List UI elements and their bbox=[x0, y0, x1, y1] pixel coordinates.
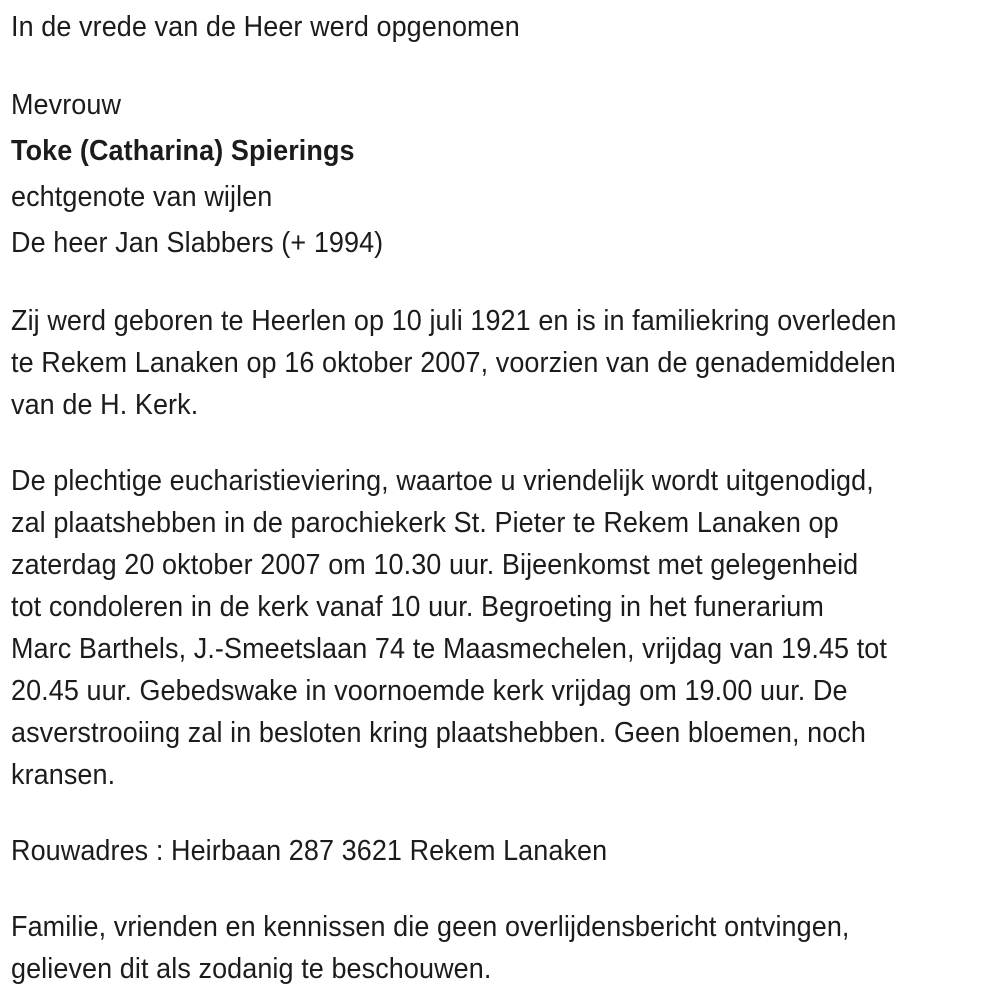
relation-line: echtgenote van wijlen bbox=[11, 181, 273, 213]
service-paragraph bbox=[11, 460, 1000, 796]
service-line: kransen. bbox=[11, 759, 116, 791]
life-line: van de H. Kerk. bbox=[11, 389, 199, 421]
service-line: De plechtige eucharistieviering, waartoe u vriendelijk wordt uitgenodigd, bbox=[11, 465, 874, 497]
life-paragraph bbox=[11, 300, 1000, 426]
service-line: zal plaatshebben in de parochiekerk St. Pieter te Rekem Lanaken op bbox=[11, 507, 839, 539]
intro-paragraph bbox=[11, 6, 1000, 48]
name-block bbox=[11, 82, 1000, 266]
intro-line: In de vrede van de Heer werd opgenomen bbox=[11, 11, 520, 43]
mourning-address-paragraph bbox=[11, 830, 1000, 872]
service-line: zaterdag 20 oktober 2007 om 10.30 uur. Bijeenkomst met gelegenheid bbox=[11, 549, 859, 581]
closing-line: gelieven dit als zodanig te beschouwen. bbox=[11, 953, 492, 985]
salutation-line: Mevrouw bbox=[11, 89, 122, 121]
closing-line: Familie, vrienden en kennissen die geen overlijdensbericht ontvingen, bbox=[11, 911, 850, 943]
spouse-line: De heer Jan Slabbers (+ 1994) bbox=[11, 227, 384, 259]
service-line: asverstrooiing zal in besloten kring plaatshebben. Geen bloemen, noch bbox=[11, 717, 867, 749]
mourning-address-line: Rouwadres : Heirbaan 287 3621 Rekem Lanaken bbox=[11, 835, 608, 867]
closing-paragraph bbox=[11, 906, 1000, 990]
deceased-name: Toke (Catharina) Spierings bbox=[11, 135, 355, 167]
life-line: Zij werd geboren te Heerlen op 10 juli 1921 en is in familiekring overleden bbox=[11, 305, 897, 337]
service-line: tot condoleren in de kerk vanaf 10 uur. Begroeting in het funerarium bbox=[11, 591, 824, 623]
service-line: Marc Barthels, J.-Smeetslaan 74 te Maasmechelen, vrijdag van 19.45 tot bbox=[11, 633, 887, 665]
service-line: 20.45 uur. Gebedswake in voornoemde kerk vrijdag om 19.00 uur. De bbox=[11, 675, 848, 707]
life-line: te Rekem Lanaken op 16 oktober 2007, voorzien van de genademiddelen bbox=[11, 347, 896, 379]
document-text bbox=[11, 6, 1000, 990]
